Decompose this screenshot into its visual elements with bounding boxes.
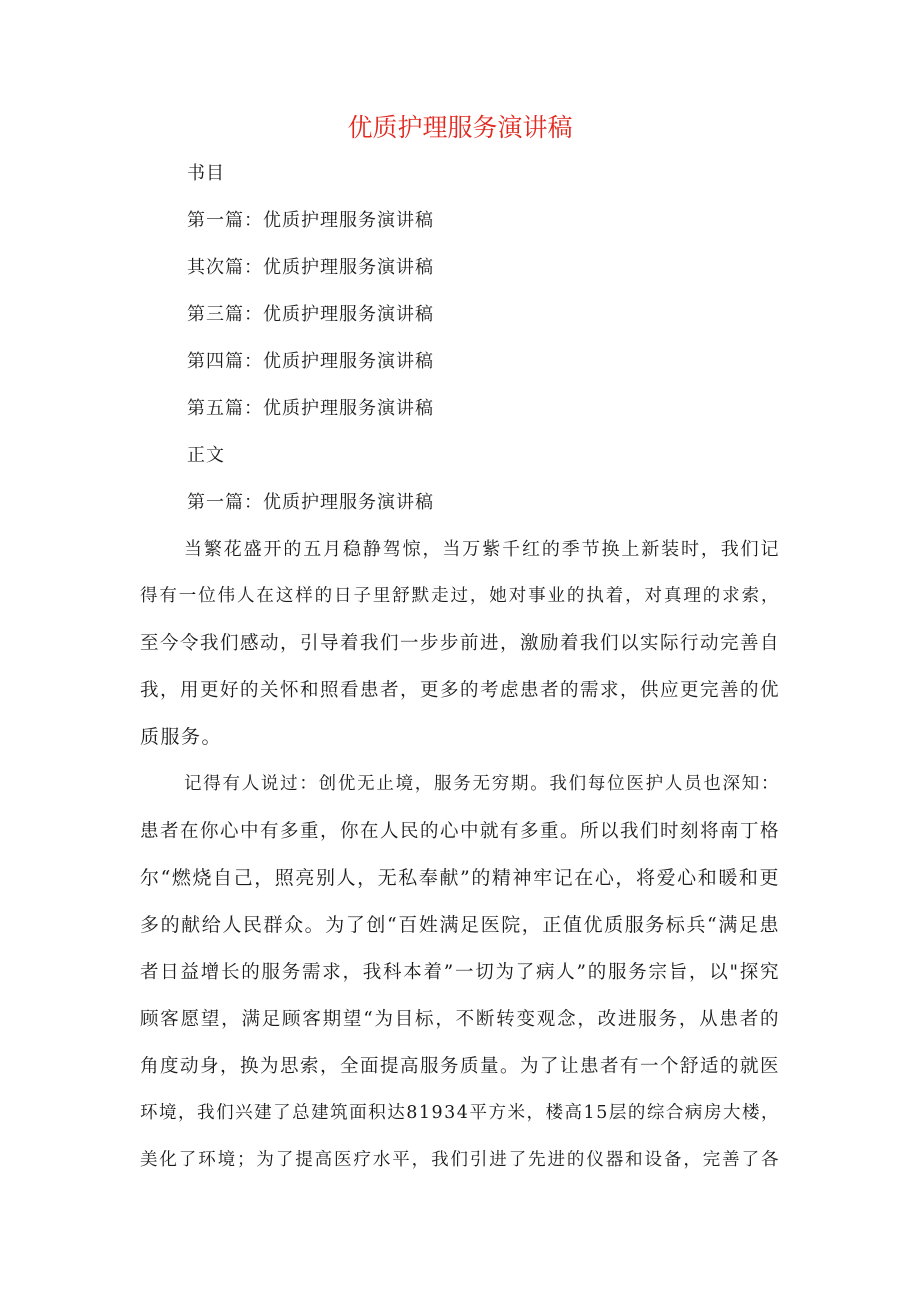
paragraph-line: 角度动身，换为思索，全面提高服务质量。为了让患者有一个舒适的就医 (140, 1056, 781, 1077)
paragraph-line: 顾客愿望，满足顾客期望“为目标，不断转变观念，改进服务，从患者的 (140, 1009, 780, 1030)
paragraph-line: 尔“燃烧自己，照亮别人，无私奉献”的精神牢记在心，将爱心和暖和更 (140, 867, 780, 889)
paragraph-line: 当繁花盛开的五月稳静驾惊，当万紫千红的季节换上新装时，我们记 (184, 539, 780, 560)
section-heading: 第一篇：优质护理服务演讲稿 (187, 492, 434, 513)
paragraph-line: 至今令我们感动，引导着我们一步步前进，激励着我们以实际行动完善自 (140, 633, 781, 654)
paragraph-line: 多的献给人民群众。为了创“百姓满足医院，正值优质服务标兵“满足患 (140, 914, 780, 936)
paragraph-line: 得有一位伟人在这样的日子里舒默走过，她对事业的执着，对真理的求索， (140, 586, 780, 606)
paragraph-line: 质服务。 (140, 726, 223, 748)
paragraph-line: 记得有人说过：创优无止境，服务无穷期。我们每位医护人员也深知： (184, 774, 780, 794)
paragraph-1 (140, 526, 780, 761)
toc-item: 其次篇：优质护理服务演讲稿 (187, 257, 434, 278)
document-title: 优质护理服务演讲稿 (347, 113, 573, 142)
toc-heading: 书目 (187, 163, 225, 184)
paragraph-line: 患者在你心中有多重，你在人民的心中就有多重。所以我们时刻将南丁格 (140, 821, 781, 842)
toc-item: 第五篇：优质护理服务演讲稿 (187, 398, 434, 419)
toc-item: 第一篇：优质护理服务演讲稿 (187, 210, 434, 231)
toc-item: 第四篇：优质护理服务演讲稿 (187, 351, 434, 372)
paragraph-line: 我，用更好的关怀和照看患者，更多的考虑患者的需求，供应更完善的优 (140, 680, 781, 701)
toc-item: 第三篇：优质护理服务演讲稿 (187, 304, 434, 325)
paragraph-2 (140, 761, 780, 1184)
paragraph-line: 环境，我们兴建了总建筑面积达81934平方米，楼高15层的综合病房大楼， (140, 1103, 780, 1123)
paragraph-line: 者日益增长的服务需求，我科本着”一切为了病人”的服务宗旨，以"探究 (140, 962, 780, 983)
paragraph-line: 美化了环境；为了提高医疗水平，我们引进了先进的仪器和设备，完善了各 (140, 1150, 780, 1170)
body-heading: 正文 (187, 445, 225, 466)
